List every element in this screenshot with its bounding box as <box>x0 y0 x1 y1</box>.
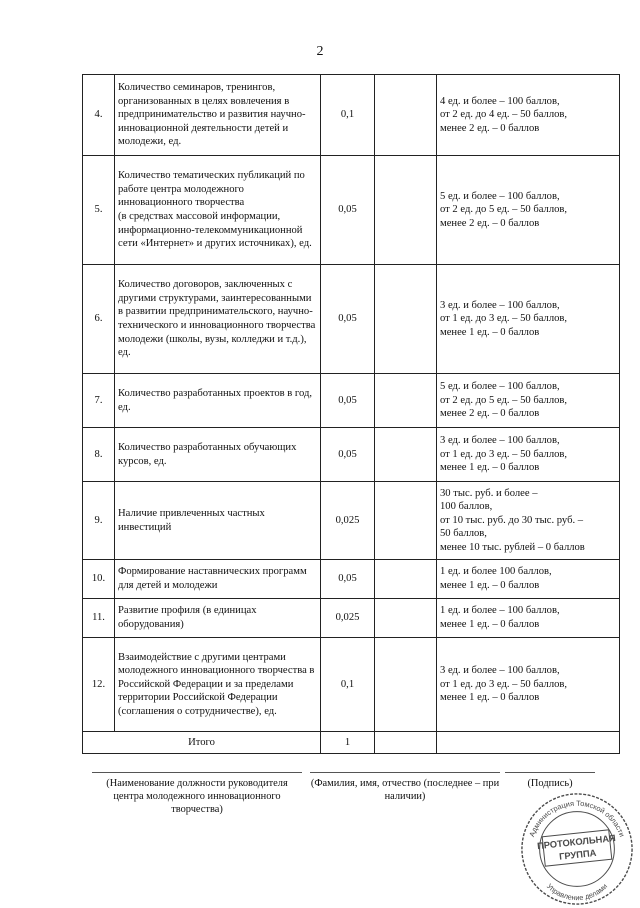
signature-line-position <box>92 772 302 773</box>
stamp-inner-line2: ГРУППА <box>558 847 597 862</box>
total-empty-cell <box>437 732 620 754</box>
criterion-score: 4 ед. и более – 100 баллов, от 2 ед. до 4 ед. – 50 баллов, менее 2 ед. – 0 баллов <box>437 75 620 156</box>
criterion-weight: 0,05 <box>321 428 375 482</box>
criterion-name: Формирование наставнических программ для детей и молодежи <box>115 560 321 599</box>
criterion-value-cell <box>375 265 437 374</box>
criteria-row <box>83 374 620 428</box>
criterion-weight: 0,1 <box>321 638 375 732</box>
criterion-score: 3 ед. и более – 100 баллов, от 1 ед. до 3 ед. – 50 баллов, менее 1 ед. – 0 баллов <box>437 638 620 732</box>
page-number: 2 <box>316 44 324 59</box>
criterion-value-cell <box>375 599 437 638</box>
criterion-score: 3 ед. и более – 100 баллов, от 1 ед. до 3 ед. – 50 баллов, менее 1 ед. – 0 баллов <box>437 428 620 482</box>
criteria-row <box>83 638 620 732</box>
criterion-value-cell <box>375 560 437 599</box>
criterion-value-cell <box>375 156 437 265</box>
criterion-name: Количество разработанных проектов в год, ед. <box>115 374 321 428</box>
criterion-name: Количество договоров, заключенных с другими структурами, заинтересованными в развитии предпринимательского, научно-технического и инновационного творчества молодежи (школы, вузы, колледжи и т.д.), ед. <box>115 265 321 374</box>
signature-caption: (Подпись) <box>527 778 573 789</box>
criteria-row <box>83 560 620 599</box>
criteria-row <box>83 599 620 638</box>
criteria-row <box>83 428 620 482</box>
criterion-weight: 0,025 <box>321 482 375 560</box>
criterion-value-cell <box>375 482 437 560</box>
stamp-inner-line1: ПРОТОКОЛЬНАЯ <box>536 833 617 852</box>
criterion-name: Развитие профиля (в единицах оборудования) <box>115 599 321 638</box>
criterion-weight: 0,025 <box>321 599 375 638</box>
criterion-value-cell <box>375 75 437 156</box>
criterion-score: 1 ед. и более 100 баллов, менее 1 ед. – 0 баллов <box>437 560 620 599</box>
criterion-score: 1 ед. и более – 100 баллов, менее 1 ед. – 0 баллов <box>437 599 620 638</box>
criterion-weight: 0,05 <box>321 374 375 428</box>
criterion-number: 5. <box>83 156 115 265</box>
stamp-top-text: Администрация Томской области <box>527 798 627 839</box>
criterion-value-cell <box>375 428 437 482</box>
criterion-number: 4. <box>83 75 115 156</box>
criterion-number: 6. <box>83 265 115 374</box>
stamp-bottom-text: Управление делами <box>544 881 610 903</box>
criterion-score: 30 тыс. руб. и более – 100 баллов, от 10 тыс. руб. до 30 тыс. руб. – 50 баллов, менее 10 тыс. рублей – 0 баллов <box>437 482 620 560</box>
criteria-row <box>83 482 620 560</box>
criteria-row <box>83 75 620 156</box>
total-row <box>83 732 620 754</box>
criteria-row <box>83 265 620 374</box>
criterion-weight: 0,05 <box>321 265 375 374</box>
criterion-value-cell <box>375 374 437 428</box>
criterion-name: Количество тематических публикаций по работе центра молодежного инновационного творчества (в средствах массовой информации, информационно-телекоммуникационной сети «Интернет» и других источниках), ед. <box>115 156 321 265</box>
total-label: Итого <box>83 732 321 754</box>
criteria-row <box>83 156 620 265</box>
criterion-value-cell <box>375 638 437 732</box>
signature-line-signature <box>505 772 595 773</box>
criterion-weight: 0,1 <box>321 75 375 156</box>
protocol-group-stamp <box>518 790 636 908</box>
criterion-number: 8. <box>83 428 115 482</box>
signature-block-name <box>310 772 500 803</box>
criterion-score: 3 ед. и более – 100 баллов, от 1 ед. до 3 ед. – 50 баллов, менее 1 ед. – 0 баллов <box>437 265 620 374</box>
signature-block-signature <box>505 772 595 790</box>
name-caption: (Фамилия, имя, отчество (последнее – при наличии) <box>310 778 500 802</box>
criterion-name: Наличие привлеченных частных инвестиций <box>115 482 321 560</box>
criterion-name: Количество разработанных обучающих курсов, ед. <box>115 428 321 482</box>
criterion-number: 11. <box>83 599 115 638</box>
criterion-name: Количество семинаров, тренингов, организованных в целях вовлечения в предпринимательство и развития научно-инновационной деятельности детей и молодежи, ед. <box>115 75 321 156</box>
criterion-number: 7. <box>83 374 115 428</box>
criterion-number: 10. <box>83 560 115 599</box>
criterion-weight: 0,05 <box>321 560 375 599</box>
total-empty-cell <box>375 732 437 754</box>
signature-line-name <box>310 772 500 773</box>
criterion-number: 9. <box>83 482 115 560</box>
criterion-name: Взаимодействие с другими центрами молодежного инновационного творчества в Российской Федерации и за пределами территории Российской Федерации (соглашения о сотрудничестве), ед. <box>115 638 321 732</box>
criteria-table <box>82 74 620 754</box>
signature-block-position <box>92 772 302 816</box>
position-caption: (Наименование должности руководителя центра молодежного инновационного творчества) <box>106 778 288 815</box>
criterion-weight: 0,05 <box>321 156 375 265</box>
criterion-score: 5 ед. и более – 100 баллов, от 2 ед. до 5 ед. – 50 баллов, менее 2 ед. – 0 баллов <box>437 374 620 428</box>
total-weight: 1 <box>321 732 375 754</box>
criterion-number: 12. <box>83 638 115 732</box>
criterion-score: 5 ед. и более – 100 баллов, от 2 ед. до 5 ед. – 50 баллов, менее 2 ед. – 0 баллов <box>437 156 620 265</box>
